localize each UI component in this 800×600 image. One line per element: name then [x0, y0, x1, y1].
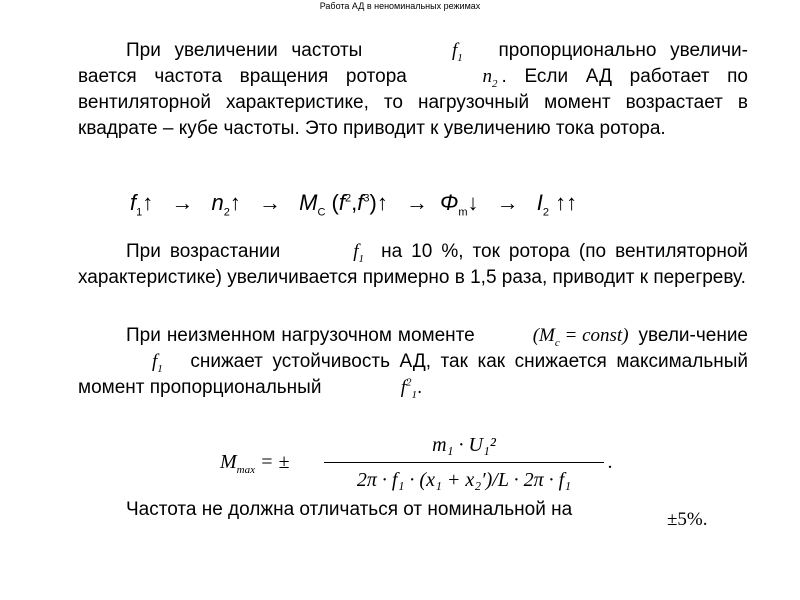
para1-text-a: При увеличении частоты [126, 40, 363, 61]
paragraph-ten-percent [78, 239, 748, 291]
para2-text-a: При возрастании [126, 241, 281, 262]
para1-text-c: . Если АД работает по вентиляторной характеристике, то нагрузочный момент возрастает в квадрате – кубе частоты. Это приводит к увеличению тока ротора. [78, 66, 749, 139]
para3-text-b: увели-чение [638, 325, 748, 346]
arrow-right-icon: → [405, 190, 428, 215]
paragraph-tolerance: Частота не должна отличаться от номинальной на [126, 499, 573, 520]
double-arrow-up-icon: ↑↑ [555, 190, 578, 215]
max-torque-formula: $M_{max}$ = ± m₁ · U₁² 2π · f₁ · (x₁ + x₂′)/L · 2π · f₁ . [220, 430, 640, 498]
tolerance-value: ±5%. [667, 509, 708, 530]
symbol-f1: $f_1$ [353, 241, 365, 265]
arrow-right-icon: → [259, 190, 281, 215]
formula-numerator: m₁ · U₁² [432, 434, 496, 456]
para2-text-b: на 10 %, ток ротора (по вентиляторной характеристике) увеличивается примерно в 1,5 раза, приводит к перегреву. [78, 241, 748, 288]
formula-fraction [324, 430, 604, 495]
arrow-right-icon: → [496, 190, 519, 215]
arrow-up-icon: ↑ [229, 190, 241, 215]
paragraph-stability: При неизменном нагрузочном моменте ($M_c$ = const) увели-чение $f_1$ снижает устойчивость АД, так как снижается максимальный момент пропорциональный $f^2_1$. [78, 325, 748, 401]
formula-lhs: $M_{max}$ = ± [220, 451, 290, 476]
condition-mc-const: ($M_c$ = const) [532, 325, 629, 349]
arrow-down-icon: ↓ [467, 190, 479, 215]
arrow-up-icon: ↑ [376, 190, 388, 215]
para3-text-a: При неизменном нагрузочном моменте [126, 325, 475, 346]
para1-text-b: пропорционально увеличи-вается частота вращения ротора [78, 40, 749, 87]
slide-header: Работа АД в неноминальных режимах [319, 1, 481, 11]
para3-text-c: снижает устойчивость АД, так как снижается максимальный момент пропорциональный [78, 351, 748, 398]
symbol-f1: $f_1$ [452, 40, 463, 64]
symbol-f1: $f_1$ [152, 351, 163, 375]
arrow-right-icon: → [171, 190, 194, 215]
fraction-bar [324, 462, 604, 463]
causal-chain: $f_1↑$ → $n_2↑ \to M_C$ $(f^2,f^3)↑$ → $\Phi_m↓ \to I_2$ ↑↑ [130, 190, 578, 219]
formula-denominator: 2π · f₁ · (x₁ + x₂′)/L · 2π · f₁ [356, 469, 572, 491]
paragraph-frequency-increase [78, 38, 748, 142]
arrow-up-icon: ↑ [142, 190, 154, 215]
symbol-n2: $n_2$ [482, 66, 498, 90]
symbol-f1-squared: $f^2_1$ [400, 376, 418, 401]
